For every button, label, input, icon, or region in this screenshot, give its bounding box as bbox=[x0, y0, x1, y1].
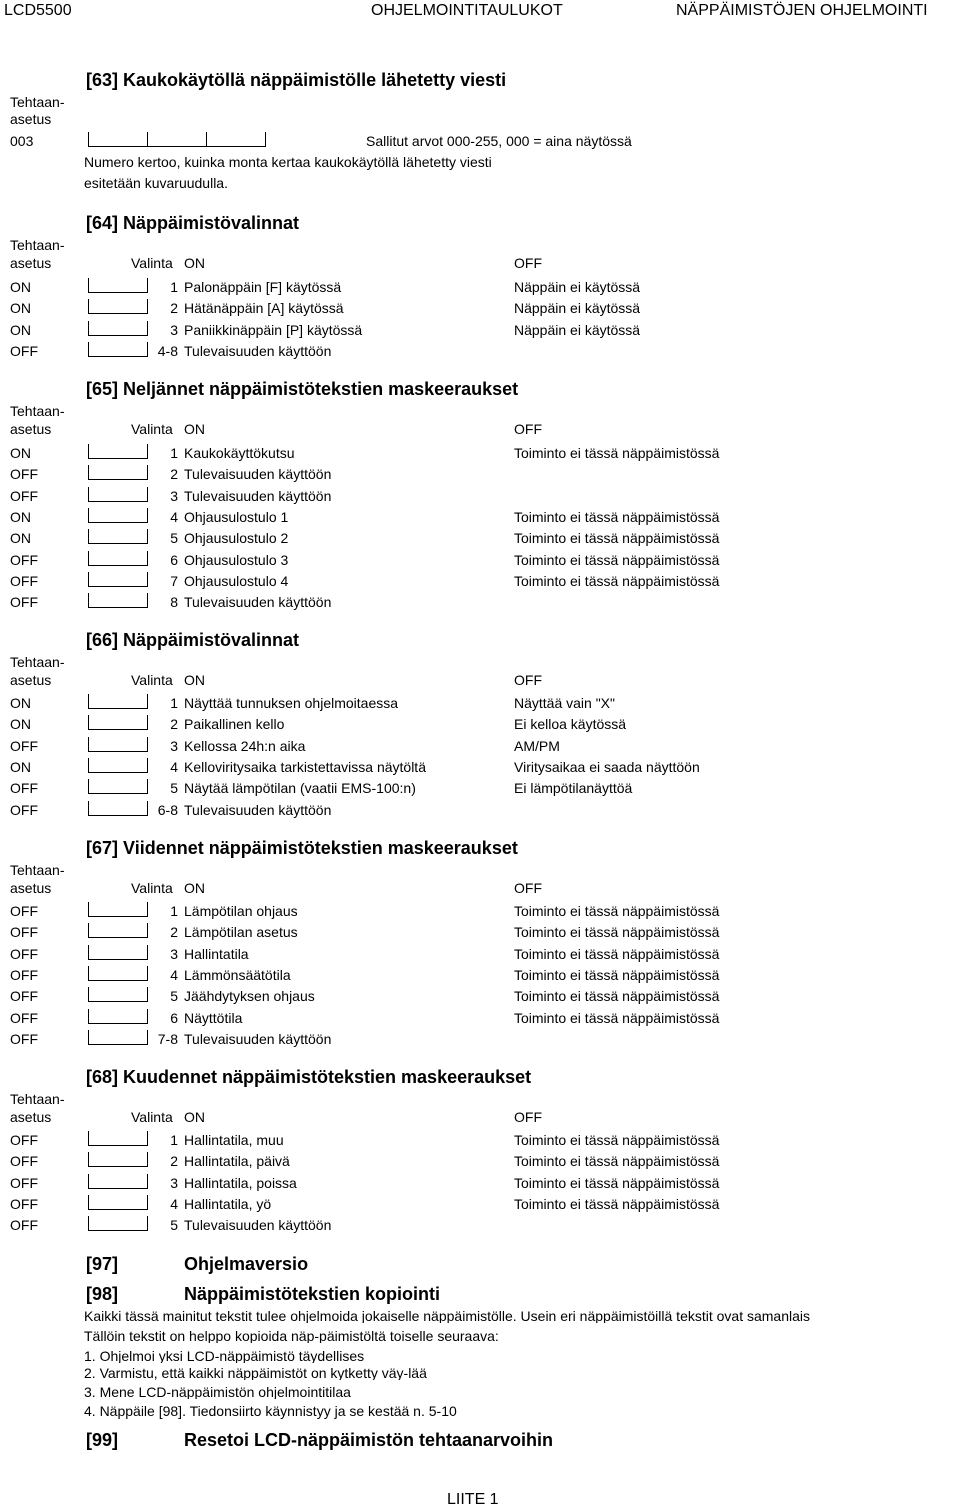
option-row bbox=[0, 297, 960, 318]
option-number: 2 bbox=[170, 924, 178, 941]
option-number: 5 bbox=[170, 530, 178, 547]
factory-default: OFF bbox=[10, 342, 38, 359]
option-row bbox=[0, 735, 960, 756]
factory-default: ON bbox=[10, 321, 31, 338]
option-off-text: Näyttää vain "X" bbox=[514, 695, 615, 711]
factory-label-2: asetus bbox=[10, 1109, 52, 1125]
factory-default: OFF bbox=[10, 1195, 38, 1212]
factory-default: OFF bbox=[10, 1132, 38, 1148]
section-98-line-3: 1. Ohjelmoi yksi LCD-näppäimistö täydellises bbox=[84, 1349, 365, 1363]
option-row bbox=[0, 485, 960, 506]
section-66-title: [66] Näppäimistövalinnat bbox=[86, 630, 300, 650]
option-row bbox=[0, 1007, 960, 1028]
option-off-text: Toiminto ei tässä näppäimistössä bbox=[514, 1132, 720, 1148]
section-98-code: [98] bbox=[86, 1284, 119, 1304]
option-row bbox=[0, 985, 960, 1006]
option-number: 5 bbox=[170, 780, 178, 797]
option-off-text: Näppäin ei käytössä bbox=[514, 321, 641, 338]
option-number: 7 bbox=[170, 572, 178, 589]
option-off-text: Ei lämpötilanäyttöä bbox=[514, 780, 633, 797]
option-off-text: Toiminto ei tässä näppäimistössä bbox=[514, 1195, 720, 1212]
factory-default: OFF bbox=[10, 737, 38, 754]
section-98-line-5: 3. Mene LCD-näppäimistön ohjelmointitilaa bbox=[84, 1385, 351, 1399]
section-98-line-6: 4. Näppäile [98]. Tiedonsiirto käynnistyy ja se kestää n. 5-10 bbox=[84, 1403, 457, 1419]
option-row bbox=[0, 964, 960, 985]
option-off-text: Ei kelloa käytössä bbox=[514, 716, 627, 733]
factory-default: ON bbox=[10, 530, 31, 547]
factory-default: ON bbox=[10, 300, 31, 317]
option-off-text: Toiminto ei tässä näppäimistössä bbox=[514, 924, 720, 941]
on-header: ON bbox=[184, 672, 205, 688]
factory-label-2: asetus bbox=[10, 672, 52, 688]
factory-label-2: asetus bbox=[10, 421, 52, 437]
option-number: 2 bbox=[170, 1153, 178, 1170]
option-row bbox=[0, 527, 960, 548]
factory-label-1: Tehtaan- bbox=[10, 237, 65, 253]
option-number: 4 bbox=[170, 508, 178, 525]
option-row bbox=[0, 1214, 960, 1235]
section-98-line-4: 2. Varmistu, että kaikki näppäimistöt on kytketty väy-lää bbox=[84, 1366, 427, 1380]
option-number: 2 bbox=[170, 466, 178, 483]
section-63-value-box[interactable] bbox=[88, 132, 266, 147]
factory-label-1: Tehtaan- bbox=[10, 1091, 65, 1107]
factory-default: OFF bbox=[10, 1030, 38, 1047]
option-row bbox=[0, 777, 960, 798]
factory-default: OFF bbox=[10, 801, 38, 818]
section-63-title: [63] Kaukokäytöllä näppäimistölle lähetetty viesti bbox=[86, 70, 507, 90]
factory-default: ON bbox=[10, 445, 31, 461]
option-on-text: Näyttötila bbox=[184, 1009, 243, 1026]
factory-default: OFF bbox=[10, 966, 38, 983]
factory-label-2: asetus bbox=[10, 111, 52, 127]
section-98-title: Näppäimistötekstien kopiointi bbox=[184, 1284, 441, 1304]
selection-header: Valinta bbox=[131, 881, 173, 895]
factory-default: ON bbox=[10, 508, 31, 525]
selection-header: Valinta bbox=[131, 422, 173, 436]
option-number: 8 bbox=[170, 594, 178, 611]
option-number: 6 bbox=[170, 551, 178, 568]
option-number: 2 bbox=[170, 716, 178, 733]
option-number: 3 bbox=[170, 487, 178, 504]
header-center: OHJELMOINTITAULUKOT bbox=[371, 2, 563, 19]
option-row bbox=[0, 1172, 960, 1193]
option-on-text: Hallintatila bbox=[184, 945, 249, 962]
option-on-text: Ohjausulostulo 4 bbox=[184, 572, 289, 589]
factory-default: OFF bbox=[10, 945, 38, 962]
option-off-text: AM/PM bbox=[514, 737, 560, 754]
option-on-text: Näytää lämpötilan (vaatii EMS-100:n) bbox=[184, 780, 416, 797]
factory-label-2: asetus bbox=[10, 880, 52, 896]
factory-default: OFF bbox=[10, 572, 38, 589]
factory-default: ON bbox=[10, 716, 31, 733]
factory-label-1: Tehtaan- bbox=[10, 94, 65, 110]
option-on-text: Hallintatila, poissa bbox=[184, 1174, 297, 1191]
option-row bbox=[0, 1193, 960, 1214]
option-row bbox=[0, 570, 960, 591]
factory-default: OFF bbox=[10, 988, 38, 1005]
option-number: 1 bbox=[170, 695, 178, 711]
option-row bbox=[0, 692, 960, 713]
option-number: 3 bbox=[170, 1174, 178, 1191]
factory-default: OFF bbox=[10, 1009, 38, 1026]
option-off-text: Viritysaikaa ei saada näyttöön bbox=[514, 758, 700, 775]
option-number: 1 bbox=[170, 279, 178, 295]
section-63-allowed: Sallitut arvot 000-255, 000 = aina näytössä bbox=[366, 133, 632, 149]
option-number: 4-8 bbox=[157, 342, 178, 359]
option-on-text: Paniikkinäppäin [P] käytössä bbox=[184, 321, 363, 338]
option-off-text: Näppäin ei käytössä bbox=[514, 300, 641, 317]
option-number: 3 bbox=[170, 945, 178, 962]
off-header: OFF bbox=[514, 421, 542, 437]
option-row bbox=[0, 319, 960, 340]
option-off-text: Toiminto ei tässä näppäimistössä bbox=[514, 988, 720, 1005]
option-row bbox=[0, 713, 960, 734]
option-number: 7-8 bbox=[157, 1030, 178, 1047]
section-68-title: [68] Kuudennet näppäimistötekstien maskeeraukset bbox=[86, 1067, 532, 1087]
option-off-text: Toiminto ei tässä näppäimistössä bbox=[514, 530, 720, 547]
option-row bbox=[0, 799, 960, 820]
factory-label-1: Tehtaan- bbox=[10, 862, 65, 878]
option-number: 1 bbox=[170, 903, 178, 919]
option-row bbox=[0, 943, 960, 964]
option-row bbox=[0, 506, 960, 527]
option-on-text: Hallintatila, yö bbox=[184, 1195, 272, 1212]
option-off-text: Toiminto ei tässä näppäimistössä bbox=[514, 903, 720, 919]
option-on-text: Hallintatila, muu bbox=[184, 1132, 284, 1148]
option-off-text: Toiminto ei tässä näppäimistössä bbox=[514, 572, 720, 589]
option-off-text: Toiminto ei tässä näppäimistössä bbox=[514, 1009, 720, 1026]
option-row bbox=[0, 549, 960, 570]
factory-default: OFF bbox=[10, 466, 38, 483]
selection-header: Valinta bbox=[131, 673, 173, 687]
option-off-text: Toiminto ei tässä näppäimistössä bbox=[514, 966, 720, 983]
option-on-text: Tulevaisuuden käyttöön bbox=[184, 594, 332, 611]
option-number: 6 bbox=[170, 1009, 178, 1026]
option-on-text: Tulevaisuuden käyttöön bbox=[184, 487, 332, 504]
option-on-text: Tulevaisuuden käyttöön bbox=[184, 1030, 332, 1047]
option-on-text: Tulevaisuuden käyttöön bbox=[184, 342, 332, 359]
option-number: 3 bbox=[170, 321, 178, 338]
section-63-default: 003 bbox=[10, 133, 34, 149]
factory-default: OFF bbox=[10, 903, 38, 919]
section-98-line-2: Tällöin tekstit on helppo kopioida näp-päimistöltä toiselle seuraava: bbox=[84, 1329, 499, 1343]
option-off-text: Toiminto ei tässä näppäimistössä bbox=[514, 945, 720, 962]
section-63-desc1: Numero kertoo, kuinka monta kertaa kaukokäytöllä lähetetty viesti bbox=[84, 154, 492, 170]
off-header: OFF bbox=[514, 880, 542, 896]
option-on-text: Paikallinen kello bbox=[184, 716, 285, 733]
option-number: 2 bbox=[170, 300, 178, 317]
selection-header: Valinta bbox=[131, 256, 173, 270]
option-off-text: Toiminto ei tässä näppäimistössä bbox=[514, 1153, 720, 1170]
on-header: ON bbox=[184, 255, 205, 271]
option-on-text: Kaukokäyttökutsu bbox=[184, 445, 295, 461]
factory-default: OFF bbox=[10, 594, 38, 611]
option-number: 5 bbox=[170, 1217, 178, 1234]
option-row bbox=[0, 591, 960, 612]
off-header: OFF bbox=[514, 1109, 542, 1125]
option-off-text: Toiminto ei tässä näppäimistössä bbox=[514, 1174, 720, 1191]
option-off-text: Toiminto ei tässä näppäimistössä bbox=[514, 551, 720, 568]
page-footer: LIITE 1 bbox=[447, 1491, 499, 1508]
factory-label-2: asetus bbox=[10, 255, 52, 271]
option-number: 1 bbox=[170, 1132, 178, 1148]
section-67-title: [67] Viidennet näppäimistötekstien maskeeraukset bbox=[86, 838, 518, 858]
option-on-text: Tulevaisuuden käyttöön bbox=[184, 801, 332, 818]
factory-default: ON bbox=[10, 758, 31, 775]
section-97-title: Ohjelmaversio bbox=[184, 1254, 309, 1274]
factory-default: ON bbox=[10, 279, 31, 295]
factory-default: OFF bbox=[10, 551, 38, 568]
section-63-desc2: esitetään kuvaruudulla. bbox=[84, 175, 228, 191]
header-right: NÄPPÄIMISTÖJEN OHJELMOINTI bbox=[676, 2, 928, 19]
section-99-title: Resetoi LCD-näppäimistön tehtaanarvoihin bbox=[184, 1430, 554, 1450]
option-on-text: Ohjausulostulo 1 bbox=[184, 508, 289, 525]
option-row bbox=[0, 463, 960, 484]
factory-default: OFF bbox=[10, 1153, 38, 1170]
option-on-text: Hallintatila, päivä bbox=[184, 1153, 290, 1170]
option-on-text: Tulevaisuuden käyttöön bbox=[184, 1217, 332, 1234]
option-off-text: Toiminto ei tässä näppäimistössä bbox=[514, 445, 720, 461]
option-on-text: Lämpötilan ohjaus bbox=[184, 903, 298, 919]
option-on-text: Näyttää tunnuksen ohjelmoitaessa bbox=[184, 695, 399, 711]
option-on-text: Kelloviritysaika tarkistettavissa näytöltä bbox=[184, 758, 426, 775]
off-header: OFF bbox=[514, 255, 542, 271]
option-number: 5 bbox=[170, 988, 178, 1005]
section-99-code: [99] bbox=[86, 1430, 119, 1450]
section-98-line-1: Kaikki tässä mainitut tekstit tulee ohjelmoida jokaiselle näppäimistölle. Usein eri näppäimistöillä tekstit ovat samanlais bbox=[84, 1309, 811, 1323]
option-on-text: Palonäppäin [F] käytössä bbox=[184, 279, 342, 295]
option-row bbox=[0, 442, 960, 463]
option-row bbox=[0, 1129, 960, 1150]
factory-label-1: Tehtaan- bbox=[10, 654, 65, 670]
option-row bbox=[0, 756, 960, 777]
option-off-text: Näppäin ei käytössä bbox=[514, 279, 641, 295]
factory-default: ON bbox=[10, 695, 31, 711]
factory-default: OFF bbox=[10, 487, 38, 504]
option-number: 1 bbox=[170, 445, 178, 461]
option-off-text: Toiminto ei tässä näppäimistössä bbox=[514, 508, 720, 525]
option-on-text: Hätänäppäin [A] käytössä bbox=[184, 300, 344, 317]
option-row bbox=[0, 276, 960, 297]
factory-default: OFF bbox=[10, 924, 38, 941]
option-number: 6-8 bbox=[157, 801, 178, 818]
on-header: ON bbox=[184, 421, 205, 437]
factory-label-1: Tehtaan- bbox=[10, 403, 65, 419]
option-on-text: Lämmönsäätötila bbox=[184, 966, 291, 983]
section-64-title: [64] Näppäimistövalinnat bbox=[86, 213, 300, 233]
option-on-text: Tulevaisuuden käyttöön bbox=[184, 466, 332, 483]
selection-header: Valinta bbox=[131, 1110, 173, 1124]
option-on-text: Kellossa 24h:n aika bbox=[184, 737, 306, 754]
option-row bbox=[0, 900, 960, 921]
section-97-code: [97] bbox=[86, 1254, 119, 1274]
option-on-text: Lämpötilan asetus bbox=[184, 924, 298, 941]
off-header: OFF bbox=[514, 672, 542, 688]
on-header: ON bbox=[184, 880, 205, 896]
option-row bbox=[0, 1150, 960, 1171]
factory-default: OFF bbox=[10, 1174, 38, 1191]
option-row bbox=[0, 921, 960, 942]
option-number: 4 bbox=[170, 758, 178, 775]
factory-default: OFF bbox=[10, 780, 38, 797]
header-left: LCD5500 bbox=[4, 2, 72, 19]
option-row bbox=[0, 1028, 960, 1049]
on-header: ON bbox=[184, 1109, 205, 1125]
section-65-title: [65] Neljännet näppäimistötekstien maskeeraukset bbox=[86, 379, 519, 399]
factory-default: OFF bbox=[10, 1217, 38, 1234]
option-on-text: Ohjausulostulo 3 bbox=[184, 551, 289, 568]
option-row bbox=[0, 340, 960, 361]
option-number: 3 bbox=[170, 737, 178, 754]
option-on-text: Ohjausulostulo 2 bbox=[184, 530, 289, 547]
option-number: 4 bbox=[170, 966, 178, 983]
option-number: 4 bbox=[170, 1195, 178, 1212]
option-on-text: Jäähdytyksen ohjaus bbox=[184, 988, 315, 1005]
